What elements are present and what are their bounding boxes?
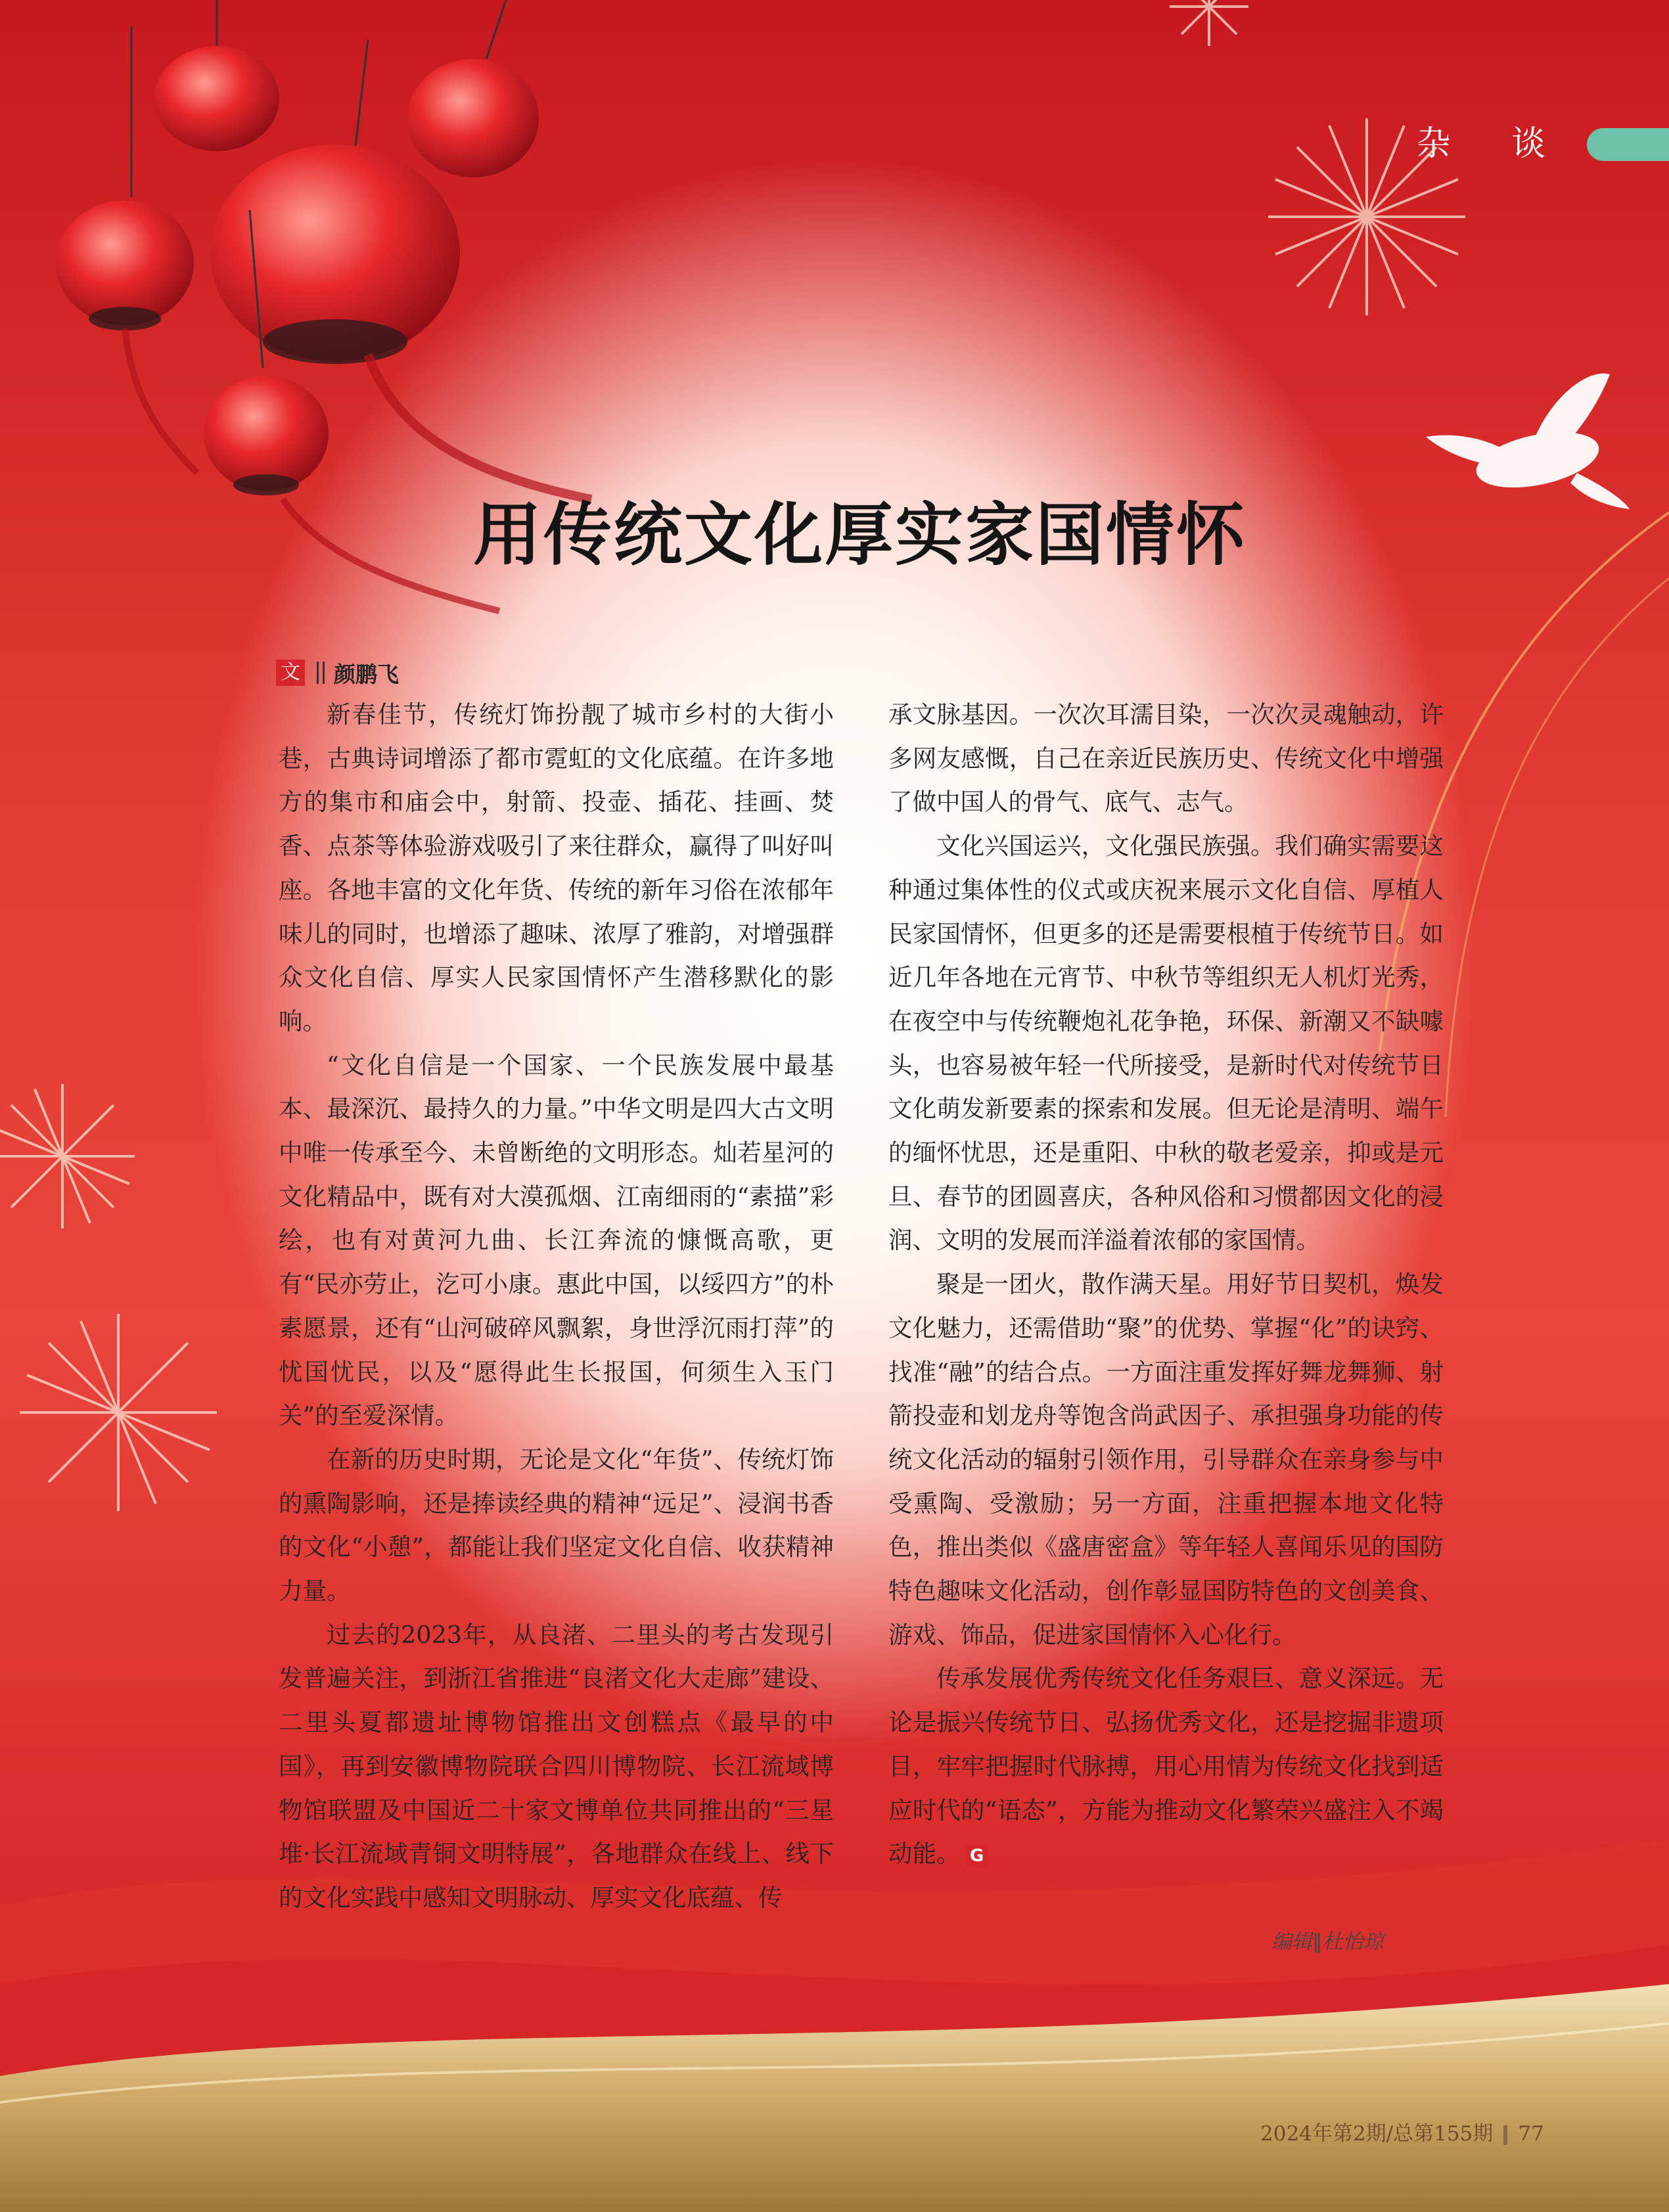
end-mark: G bbox=[966, 1845, 988, 1867]
paragraph-last bbox=[888, 1657, 1444, 1876]
paragraph: 在新的历史时期，无论是文化“年货”、传统灯饰的熏陶影响，还是捧读经典的精神“远足”、浸润书香的文化“小憩”，都能让我们坚定文化自信、收获精神力量。 bbox=[279, 1445, 834, 1606]
dove-icon bbox=[1426, 373, 1630, 509]
paragraph: 新春佳节，传统灯饰扮靓了城市乡村的大街小巷，古典诗词增添了都市霓虹的文化底蕴。在许多地方的集市和庙会中，射箭、投壶、插花、挂画、焚香、点茶等体验游戏吸引了来往群众，赢得了叫好叫座。各地丰富的文化年货、传统的新年习俗在浓郁年味儿的同时，也增添了趣味、浓厚了雅韵，对增强群众文化自信、厚实人民家国情怀产生潜移默化的影响。 bbox=[279, 700, 834, 1035]
paragraph: 过去的2023年，从良渚、二里头的考古发现引发普遍关注，到浙江省推进“良渚文化大走廊”建设、二里头夏都遗址博物馆推出文创糕点《最早的中国》，再到安徽博物院联合四川博物院、长江流域博物馆联盟及中国近二十家文博单位共同推出的“三星堆·长江流域青铜文明特展”，各地群众在线上、线下的文化实践中感知文明脉动、厚实文化底蕴、传 bbox=[279, 1620, 834, 1912]
left-column bbox=[279, 693, 834, 1920]
issue-info: 2024年第2期/总第155期 bbox=[1260, 2122, 1494, 2146]
right-column bbox=[888, 693, 1444, 1876]
paragraph: 聚是一团火，散作满天星。用好节日契机，焕发文化魅力，还需借助“聚”的优势、掌握“化”的诀窍、找准“融”的结合点。一方面注重发挥好舞龙舞狮、射箭投壶和划龙舟等饱含尚武因子、承担强身功能的传统文化活动的辐射引领作用，引导群众在亲身参与中受熏陶、受激励；另一方面，注重把握本地文化特色，推出类似《盛唐密盒》等年轻人喜闻乐见的国防特色趣味文化活动，创作彰显国防特色的文创美食、游戏、饰品，促进家国情怀入心化行。 bbox=[888, 1270, 1444, 1649]
section-tag: 杂 谈 bbox=[1416, 124, 1570, 164]
paragraph: “文化自信是一个国家、一个民族发展中最基本、最深沉、最持久的力量。”中华文明是四大古文明中唯一传承至今、未曾断绝的文明形态。灿若星河的文化精品中，既有对大漠孤烟、江南细雨的“素描”彩绘，也有对黄河九曲、长江奔流的慷慨高歌，更有“民亦劳止，汔可小康。惠此中国，以绥四方”的朴素愿景，还有“山河破碎风飘絮，身世浮沉雨打萍”的忧国忧民，以及“愿得此生长报国，何须生入玉门关”的至爱深情。 bbox=[279, 1050, 834, 1430]
editor-credit: 编辑∥杜怡琼 bbox=[1271, 1930, 1384, 1954]
paragraph-text: 传承发展优秀传统文化任务艰巨、意义深远。无论是振兴传统节日、弘扬优秀文化，还是挖掘非遗项目，牢牢把握时代脉搏，用心用情为传统文化找到适应时代的“语态”，方能为推动文化繁荣兴盛注入不竭动能。 bbox=[888, 1664, 1444, 1868]
byline-separator bbox=[317, 662, 325, 684]
paragraph: 文化兴国运兴，文化强民族强。我们确实需要这种通过集体性的仪式或庆祝来展示文化自信、厚植人民家国情怀，但更多的还是需要根植于传统节日。如近几年各地在元宵节、中秋节等组织无人机灯光秀，在夜空中与传统鞭炮礼花争艳，环保、新潮又不缺噱头，也容易被年轻一代所接受，是新时代对传统节日文化萌发新要素的探索和发展。但无论是清明、端午的缅怀忧思，还是重阳、中秋的敬老爱亲，抑或是元旦、春节的团圆喜庆，各种风俗和习惯都因文化的浸润、文明的发展而洋溢着浓郁的家国情。 bbox=[888, 832, 1444, 1255]
page-number: 77 bbox=[1518, 2122, 1544, 2146]
article-title: 用传统文化厚实家国情怀 bbox=[473, 495, 1247, 575]
section-tag-bar bbox=[1587, 128, 1669, 161]
page-footer bbox=[1260, 2117, 1544, 2146]
footer-divider bbox=[1503, 2125, 1507, 2145]
paragraph: 承文脉基因。一次次耳濡目染，一次次灵魂触动，许多网友感慨，自己在亲近民族历史、传统文化中增强了做中国人的骨气、底气、志气。 bbox=[888, 700, 1444, 817]
byline-label: 文 bbox=[276, 660, 305, 686]
author-name: 颜鹏飞 bbox=[334, 661, 399, 687]
byline bbox=[276, 658, 399, 687]
